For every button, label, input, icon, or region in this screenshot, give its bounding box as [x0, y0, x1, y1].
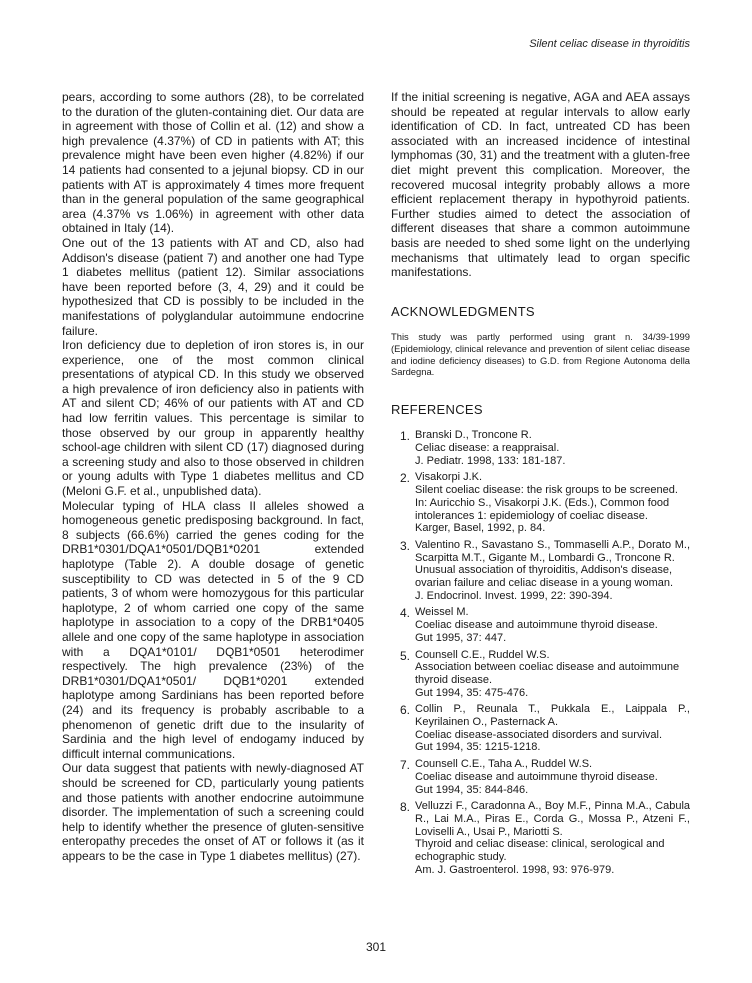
reference-list — [391, 429, 690, 876]
body-paragraph: Our data suggest that patients with newly-diagnosed AT should be screened for CD, particularly young patients and those patients with another endocrine autoimmune disorder. The implementation of such a screening could help to identify whether the presence of gluten-sensitive enteropathy precedes the onset of AT or follows it (as it appears to be the case in Type 1 diabetes mellitus) (27). — [62, 761, 364, 863]
reference-title: Association between coeliac disease and autoimmune thyroid disease. — [415, 661, 680, 686]
reference-title: Unusual association of thyroiditis, Addison's disease, ovarian failure and celiac disease in a young woman. — [415, 564, 674, 590]
reference-number: 7. — [399, 758, 410, 773]
reference-item — [391, 471, 690, 535]
reference-number: 1. — [399, 429, 410, 444]
reference-number: 2. — [399, 471, 410, 486]
reference-authors: Valentino R., Savastano S., Tommaselli A.P., Dorato M., Scarpitta M.T., Gigante M., Lombardi G., Troncone R. — [415, 538, 690, 564]
body-paragraph: Iron deficiency due to depletion of iron stores is, in our experience, one of the most common clinical presentations of atypical CD. In this study we observed a high prevalence of iron deficiency also in patients with AT and silent CD; 46% of our patients with AT and CD had low ferritin values. This percentage is similar to those observed by our group in apparently healthy school-age children with silent CD (17) diagnosed during a screening study and also to those observed in children or young adults with Type 1 diabetes mellitus and CD (Meloni G.F. et al., unpublished data). — [62, 338, 364, 499]
reference-item — [391, 758, 690, 796]
reference-citation: Karger, Basel, 1992, p. 84. — [415, 522, 546, 535]
reference-citation: J. Pediatr. 1998, 133: 181-187. — [415, 454, 566, 467]
body-paragraph: One out of the 13 patients with AT and CD, also had Addison's disease (patient 7) and another one had Type 1 diabetes mellitus (patient 12). Similar associations have been reported before (3, 4, 29) and it could be hypothesized that CD is possibly to be included in the manifestations of polyglandular autoimmune endocrine failure. — [62, 235, 364, 338]
reference-title: Coeliac disease-associated disorders and survival. — [415, 728, 663, 741]
reference-title: Silent coeliac disease: the risk groups to be screened. In: Auricchio S., Visakorpi J.K. (Eds.), Common food intolerances 1: epidemiology of coeliac disease. — [415, 484, 678, 522]
reference-authors: Branski D., Troncone R. — [415, 429, 532, 442]
reference-authors: Counsell C.E., Taha A., Ruddel W.S. — [415, 758, 593, 771]
reference-number: 6. — [399, 703, 410, 718]
reference-citation: Gut 1994, 35: 1215-1218. — [415, 741, 541, 754]
reference-citation: Am. J. Gastroenterol. 1998, 93: 976-979. — [415, 863, 615, 876]
reference-title: Celiac disease: a reappraisal. — [415, 441, 560, 454]
reference-title: Coeliac disease and autoimmune thyroid disease. — [415, 619, 658, 632]
reference-citation: Gut 1995, 37: 447. — [415, 631, 507, 644]
reference-authors: Weissel M. — [415, 606, 469, 619]
page-number: 301 — [365, 940, 387, 954]
body-paragraph: Molecular typing of HLA class II alleles showed a homogeneous genetic predisposing background. In fact, 8 subjects (66.6%) carried the genes coding for the DRB1*0301/DQA1*0501/DQB1*0201 extended haplotype (Table 2). A double dosage of genetic susceptibility to CD was detected in 5 of the 9 CD patients, 3 of whom were homozygous for this particular haplotype, 2 of whom carried one copy of the same haplotype in association to a copy of the DRB1*0405 allele and one copy of the same haplotype in association with a DQA1*0101/ DQB1*0501 heterodimer respectively. The high prevalence (23%) of the DRB1*0301/DQA1*0501/ DQB1*0201 extended haplotype among Sardinians has been reported before (24) and its frequency is probably ascribable to a phenomenon of genetic drift due to the insularity of Sardinia and the high level of endogamy induced by difficult internal communications. — [62, 498, 364, 761]
right-column — [391, 90, 690, 880]
left-column — [62, 90, 364, 863]
reference-authors: Counsell C.E., Ruddel W.S. — [415, 648, 550, 661]
reference-citation: J. Endocrinol. Invest. 1999, 22: 390-394. — [415, 589, 613, 602]
acknowledgments-heading: ACKNOWLEDGMENTS — [391, 303, 535, 319]
references-heading: REFERENCES — [391, 401, 483, 417]
reference-authors: Collin P., Reunala T., Pukkala E., Laippala P., Keyrilainen O., Pasternack A. — [415, 703, 690, 729]
reference-item — [391, 606, 690, 644]
reference-item — [391, 800, 690, 876]
reference-item — [391, 539, 690, 603]
reference-number: 5. — [399, 648, 410, 663]
reference-authors: Velluzzi F., Caradonna A., Boy M.F., Pinna M.A., Cabula R., Lai M.A., Piras E., Corda G., Mossa P., Atzeni F., Loviselli A., Usai P., Mariotti S. — [415, 800, 690, 838]
reference-item — [391, 649, 690, 700]
body-paragraph: If the initial screening is negative, AGA and AEA assays should be repeated at regular intervals to allow early identification of CD. In fact, untreated CD has been associated with an increased incidence of intestinal lymphomas (30, 31) and the treatment with a gluten-free diet might prevent this complication. Moreover, the recovered mucosal integrity probably allows a more efficient replacement therapy in hypothyroid patients. Further studies aimed to detect the association of different diseases that share a common autoimmune basis are needed to shed some light on the underlying mechanisms that ultimately lead to organ specific manifestations. — [391, 90, 690, 280]
reference-number: 8. — [399, 800, 410, 815]
reference-item — [391, 429, 690, 467]
reference-authors: Visakorpi J.K. — [415, 471, 483, 484]
reference-title: Coeliac disease and autoimmune thyroid disease. — [415, 770, 658, 783]
reference-citation: Gut 1994, 35: 475-476. — [415, 686, 529, 699]
reference-item — [391, 703, 690, 754]
running-title: Silent celiac disease in thyroiditis — [529, 38, 690, 50]
reference-title: Thyroid and celiac disease: clinical, serological and echographic study. — [415, 838, 665, 864]
reference-number: 3. — [399, 538, 410, 553]
reference-number: 4. — [399, 606, 410, 621]
body-paragraph: pears, according to some authors (28), to be correlated to the duration of the gluten-containing diet. Our data are in agreement with those of Collin et al. (12) and show a high prevalence (4.37%) of CD in patients with AT; this prevalence might have been even higher (4.82%) if our 14 patients had consented to a jejunal biopsy. CD in our patients with AT is approximately 4 times more frequent than in the general population of the same geographical area (4.37% vs 1.06%) in agreement with other data obtained in Italy (14). — [62, 90, 364, 236]
acknowledgments-text: This study was partly performed using grant n. 34/39-1999 (Epidemiology, clinical relevance and prevention of silent celiac disease and iodine deficiency diseases) to G.D. from Regione Autonoma della Sardegna. — [391, 331, 690, 378]
reference-citation: Gut 1994, 35: 844-846. — [415, 783, 529, 796]
